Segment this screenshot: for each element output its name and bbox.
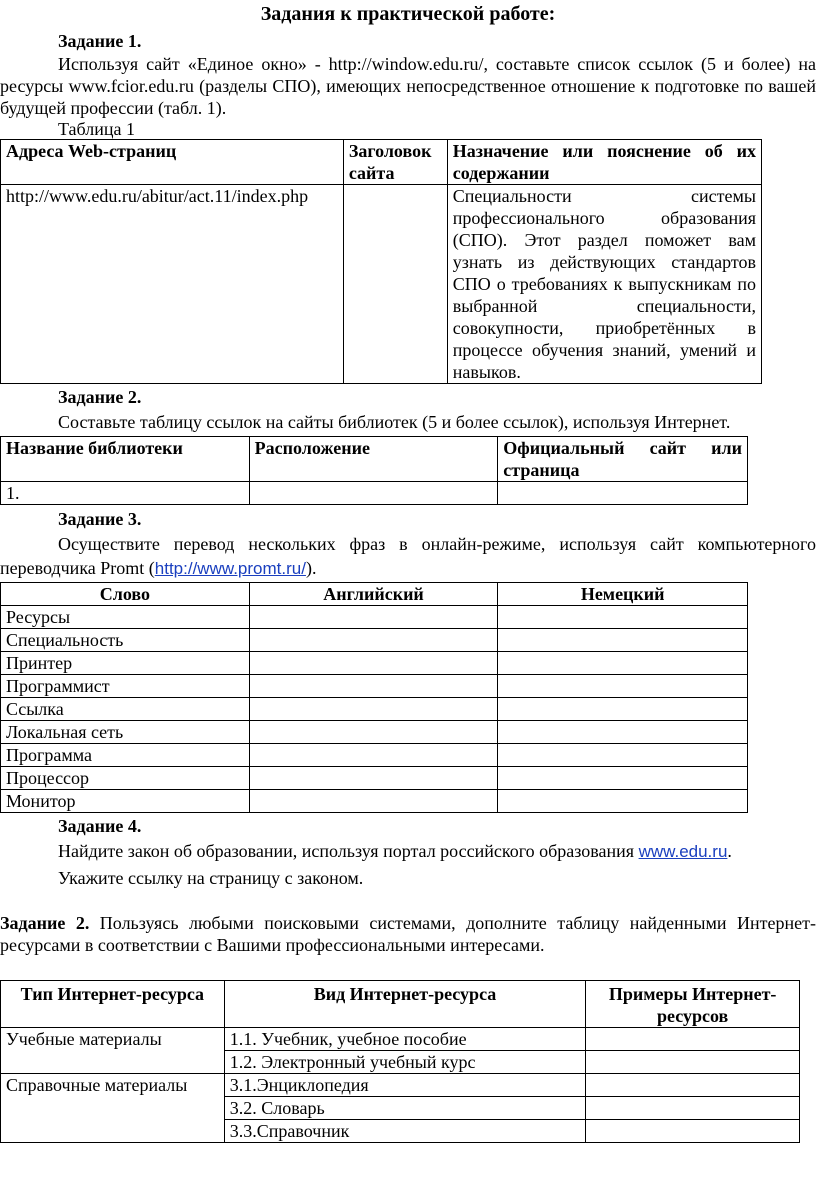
table-cell	[586, 1097, 800, 1120]
translation-cell	[249, 606, 498, 629]
word-cell: Программист	[1, 675, 250, 698]
table-3	[0, 582, 748, 813]
translation-cell	[498, 675, 748, 698]
task2-text: Составьте таблицу ссылок на сайты библиотек (5 и более ссылок), используя Интернет.	[58, 412, 731, 432]
task4-heading: Задание 4.	[58, 816, 142, 836]
table-cell	[586, 1120, 800, 1143]
task5-text	[0, 912, 816, 956]
table-cell: Учебные материалы	[1, 1028, 225, 1074]
translation-cell	[498, 606, 748, 629]
table-header-cell: Расположение	[249, 437, 498, 482]
promt-link[interactable]: http://www.promt.ru/	[154, 559, 306, 578]
task3-heading: Задание 3.	[58, 509, 142, 529]
table-cell	[343, 185, 447, 384]
table-row	[1, 629, 748, 652]
table-row	[1, 790, 748, 813]
task1-heading: Задание 1.	[58, 31, 142, 51]
table-cell: 1.1. Учебник, учебное пособие	[224, 1028, 586, 1051]
table-cell	[249, 482, 498, 505]
table-header-cell: Английский	[249, 583, 498, 606]
table-cell	[586, 1051, 800, 1074]
table-cell: Специальности системы профессионального образования (СПО). Этот раздел поможет вам узнать из действующих стандартов СПО о требованиях к выпускникам по выбранной специальности, совокупности, приобретённых в процессе обучения знаний, умений и навыков.	[447, 185, 761, 384]
table-row	[1, 767, 748, 790]
task1-text: Используя сайт «Единое окно» - http://window.edu.ru/, составьте список ссылок (5 и более) на ресурсы www.fcior.edu.ru (разделы СПО), имеющих непосредственное отношение к подготовке по вашей будущей профессии (табл. 1).	[0, 54, 816, 118]
table-header-row	[1, 437, 748, 482]
table-header-cell: Примеры Интернет-ресурсов	[586, 981, 800, 1028]
table-header-cell: Название библиотеки	[1, 437, 250, 482]
translation-cell	[498, 767, 748, 790]
task3-text	[0, 532, 816, 581]
table-cell: 3.3.Справочник	[224, 1120, 586, 1143]
word-cell: Принтер	[1, 652, 250, 675]
translation-cell	[498, 652, 748, 675]
translation-cell	[249, 629, 498, 652]
table-header-cell: Слово	[1, 583, 250, 606]
word-cell: Программа	[1, 744, 250, 767]
table-header-cell: Официальный сайт или страница	[498, 437, 748, 482]
translation-cell	[249, 790, 498, 813]
table-row	[1, 721, 748, 744]
task4-text	[58, 840, 732, 863]
table-row	[1, 185, 762, 384]
task4-text-before: Найдите закон об образовании, используя портал российского образования	[58, 841, 639, 861]
table-header-row	[1, 981, 800, 1028]
table-header-cell: Тип Интернет-ресурса	[1, 981, 225, 1028]
table-header-row	[1, 583, 748, 606]
table-1	[0, 139, 762, 384]
table-row	[1, 652, 748, 675]
table-cell: http://www.edu.ru/abitur/act.11/index.php	[1, 185, 344, 384]
table-row	[1, 698, 748, 721]
translation-cell	[249, 744, 498, 767]
task4-text2: Укажите ссылку на страницу с законом.	[58, 868, 364, 888]
table-header-cell: Адреса Web-страниц	[1, 140, 344, 185]
table-cell	[586, 1028, 800, 1051]
table-header-cell: Немецкий	[498, 583, 748, 606]
page-title: Задания к практической работе:	[260, 3, 556, 25]
task3-text-after: ).	[305, 558, 317, 578]
table1-caption: Таблица 1	[58, 119, 135, 139]
edu-link[interactable]: www.edu.ru	[638, 842, 728, 861]
translation-cell	[249, 721, 498, 744]
translation-cell	[498, 629, 748, 652]
translation-cell	[249, 675, 498, 698]
task5-body: Пользуясь любыми поисковыми системами, дополните таблицу найденными Интернет-ресурсами в соответствии с Вашими профессиональными интересами.	[0, 913, 816, 955]
table-cell: 3.1.Энциклопедия	[224, 1074, 586, 1097]
translation-cell	[249, 698, 498, 721]
table-header-cell: Заголовок сайта	[343, 140, 447, 185]
translation-cell	[498, 698, 748, 721]
table-row	[1, 482, 748, 505]
table-cell: Справочные материалы	[1, 1074, 225, 1143]
task2-heading: Задание 2.	[58, 387, 142, 407]
translation-cell	[249, 652, 498, 675]
table-cell	[586, 1074, 800, 1097]
table-row	[1, 1028, 800, 1051]
word-cell: Ресурсы	[1, 606, 250, 629]
word-cell: Специальность	[1, 629, 250, 652]
table-4	[0, 980, 800, 1143]
table-row	[1, 606, 748, 629]
translation-cell	[249, 767, 498, 790]
task3-text-before: Осуществите перевод нескольких фраз в онлайн-режиме, используя сайт компьютерного переводчика Promt (	[0, 534, 816, 578]
table-cell: 3.2. Словарь	[224, 1097, 586, 1120]
table-row	[1, 1074, 800, 1097]
task4-text-after: .	[727, 841, 732, 861]
translation-cell	[498, 721, 748, 744]
table-cell: 1.2. Электронный учебный курс	[224, 1051, 586, 1074]
translation-cell	[498, 744, 748, 767]
word-cell: Процессор	[1, 767, 250, 790]
task5-heading: Задание 2.	[0, 913, 90, 933]
word-cell: Локальная сеть	[1, 721, 250, 744]
translation-cell	[498, 790, 748, 813]
table-header-cell: Назначение или пояснение об их содержании	[447, 140, 761, 185]
table-cell: 1.	[1, 482, 250, 505]
table-2	[0, 436, 748, 505]
table-row	[1, 675, 748, 698]
table-row	[1, 744, 748, 767]
word-cell: Ссылка	[1, 698, 250, 721]
table-header-cell: Вид Интернет-ресурса	[224, 981, 586, 1028]
word-cell: Монитор	[1, 790, 250, 813]
table-cell	[498, 482, 748, 505]
table-header-row	[1, 140, 762, 185]
